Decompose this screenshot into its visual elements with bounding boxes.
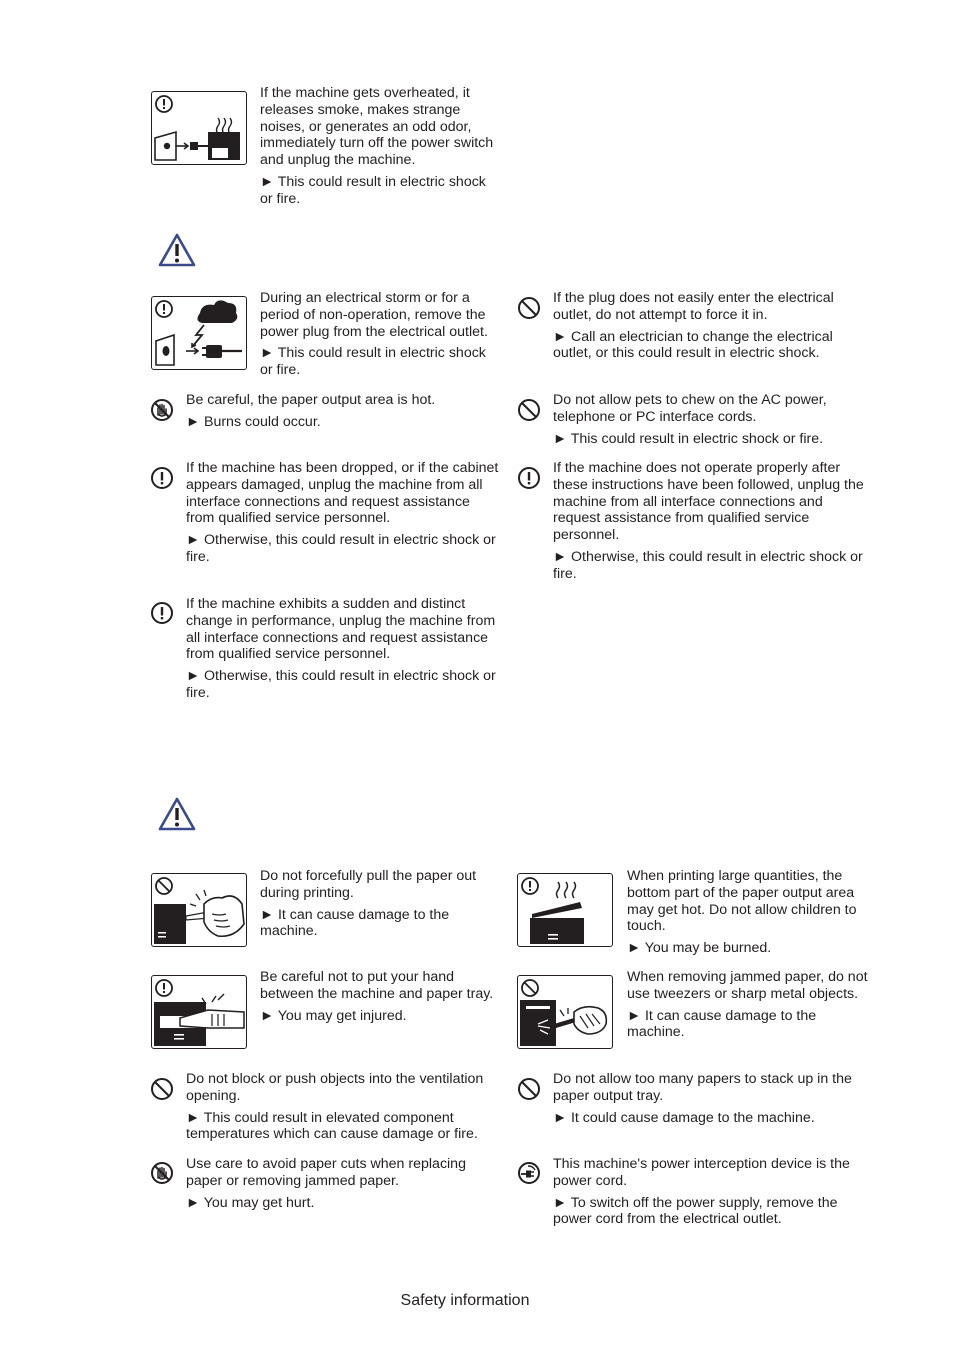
item-result: ► This could result in electric shock or fire.: [553, 430, 824, 447]
tweezers-illustration: [517, 975, 613, 1049]
prohibited-icon: [517, 296, 541, 320]
safety-item-power-cord: [553, 1156, 869, 1228]
item-text: During an electrical storm or for a period of non-operation, remove the power plug from the electrical outlet.: [260, 290, 488, 340]
caution-triangle-icon: [158, 796, 196, 832]
prohibited-icon: [517, 398, 541, 422]
item-result: ► This could result in electric shock or fire.: [260, 345, 486, 379]
storm-unplug-illustration: [151, 296, 247, 370]
warning-triangle-icon: [158, 232, 196, 268]
item-text: When printing large quantities, the bottom part of the paper output area may get hot. Do not allow children to touch.: [627, 868, 857, 935]
safety-item-paper-stack: [553, 1071, 869, 1126]
item-result: ► You may get injured.: [260, 1007, 407, 1024]
item-result: ► This could result in elevated component temperatures which can cause damage or fire.: [186, 1109, 478, 1143]
mandatory-action-icon: [517, 466, 541, 490]
item-text: If the machine exhibits a sudden and distinct change in performance, unplug the machine from all interface connections and request assistance from qualified service personnel.: [186, 596, 496, 663]
overheat-unplug-illustration: [151, 91, 247, 165]
hot-output-illustration: [517, 873, 613, 947]
item-result: ► Call an electrician to change the electrical outlet, or this could result in electric shock.: [553, 328, 833, 362]
pull-paper-illustration: [151, 873, 247, 947]
item-text: If the machine does not operate properly after these instructions have been followed, unplug the machine from all interface connections and request assistance from qualified service personnel.: [553, 460, 864, 544]
item-result: ► You may get hurt.: [186, 1194, 315, 1211]
prohibited-icon: [150, 1077, 174, 1101]
safety-item-dropped: [186, 460, 502, 566]
item-result: ► Otherwise, this could result in electric shock or fire.: [553, 548, 863, 582]
item-result: ► It can cause damage to the machine.: [627, 1007, 817, 1041]
safety-item-pull-paper: [260, 868, 502, 940]
item-result: ► It can cause damage to the machine.: [260, 906, 450, 940]
do-not-touch-icon: [150, 1161, 174, 1185]
item-text: Be careful not to put your hand between the machine and paper tray.: [260, 969, 494, 1002]
safety-item-tweezers: [627, 969, 869, 1041]
mandatory-action-icon: [150, 601, 174, 625]
safety-item-paper-cuts: [186, 1156, 502, 1211]
item-result: ► It could cause damage to the machine.: [553, 1109, 815, 1126]
item-text: Do not allow pets to chew on the AC power, telephone or PC interface cords.: [553, 392, 827, 425]
mandatory-action-icon: [150, 466, 174, 490]
item-text: When removing jammed paper, do not use tweezers or sharp metal objects.: [627, 969, 868, 1002]
safety-item-pets: [553, 392, 869, 447]
hand-in-tray-illustration: [151, 975, 247, 1049]
item-result: ► You may be burned.: [627, 940, 772, 957]
item-result: ► Burns could occur.: [186, 413, 321, 430]
safety-item-hand-tray: [260, 969, 502, 1024]
item-text: If the plug does not easily enter the electrical outlet, do not attempt to force it in.: [553, 290, 834, 323]
item-text: Do not block or push objects into the ventilation opening.: [186, 1071, 484, 1104]
item-result: ► Otherwise, this could result in electric shock or fire.: [186, 668, 496, 701]
safety-item-not-operating: [553, 460, 869, 583]
item-result: ► To switch off the power supply, remove the power cord from the electrical outlet.: [553, 1194, 838, 1228]
page-footer: Safety information: [400, 1292, 530, 1309]
safety-item-performance-change: [186, 596, 502, 702]
do-not-touch-icon: [150, 398, 174, 422]
safety-item-storm: [260, 290, 502, 379]
item-text: Do not allow too many papers to stack up in the paper output tray.: [553, 1071, 852, 1104]
safety-item-hot-bottom: [627, 868, 869, 957]
item-text: If the machine has been dropped, or if the cabinet appears damaged, unplug the machine from all interface connections and request assistance from qualified service personnel.: [186, 460, 499, 527]
prohibited-icon: [517, 1077, 541, 1101]
item-text: If the machine gets overheated, it releases smoke, makes strange noises, or generates an odd odor, immediately turn off the power switch and unplug the machine.: [260, 85, 494, 169]
item-result: ► This could result in electric shock or fire.: [260, 173, 486, 207]
safety-item-hot-output: [186, 392, 502, 431]
safety-item-ventilation: [186, 1071, 502, 1143]
item-text: Do not forcefully pull the paper out during printing.: [260, 868, 477, 901]
safety-item-plug-force: [553, 290, 869, 362]
unplug-power-icon: [517, 1161, 541, 1185]
item-text: This machine's power interception device is the power cord.: [553, 1156, 850, 1189]
item-text: Use care to avoid paper cuts when replacing paper or removing jammed paper.: [186, 1156, 466, 1189]
item-result: ► Otherwise, this could result in electric shock or fire.: [186, 532, 496, 565]
item-text: Be careful, the paper output area is hot.: [186, 392, 436, 408]
safety-item-overheat: [260, 85, 502, 208]
